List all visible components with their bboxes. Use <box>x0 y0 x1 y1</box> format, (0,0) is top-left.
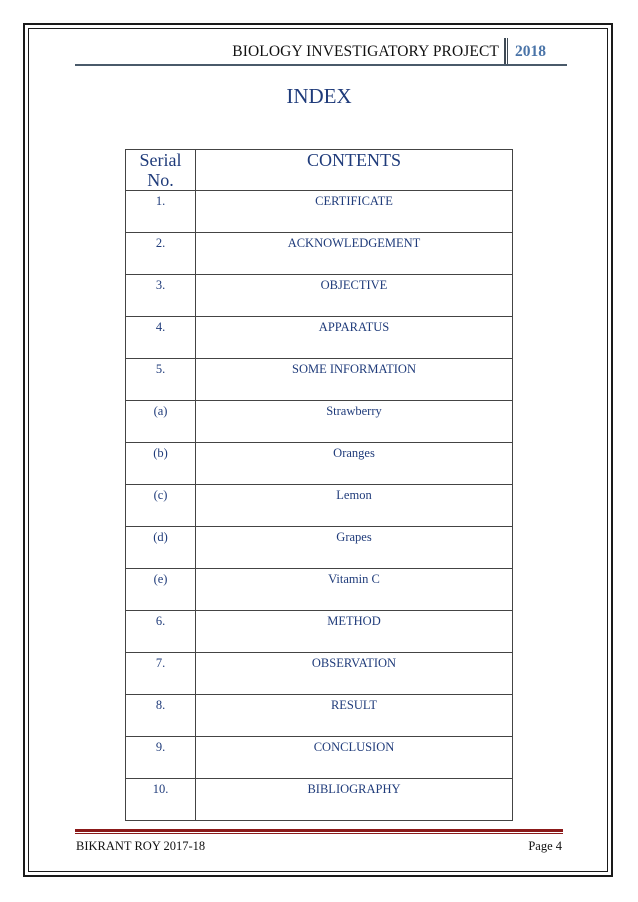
index-table <box>125 149 513 821</box>
table-row <box>126 359 513 401</box>
table-row <box>126 317 513 359</box>
table-row <box>126 611 513 653</box>
serial-cell: 8. <box>126 695 196 737</box>
contents-cell: Vitamin C <box>196 569 513 611</box>
footer-rule-thin <box>75 833 563 834</box>
contents-cell: APPARATUS <box>196 317 513 359</box>
contents-cell: CONCLUSION <box>196 737 513 779</box>
contents-cell: Grapes <box>196 527 513 569</box>
header-separator <box>504 38 506 64</box>
serial-cell: 9. <box>126 737 196 779</box>
header-separator-thin <box>507 38 508 64</box>
index-table-body <box>126 191 513 821</box>
serial-cell: (d) <box>126 527 196 569</box>
footer-author: BIKRANT ROY 2017-18 <box>76 839 206 853</box>
table-row <box>126 527 513 569</box>
footer-rule-thick <box>75 829 563 832</box>
header-rule <box>75 64 567 66</box>
table-row <box>126 485 513 527</box>
header-year: 2018 <box>515 43 546 60</box>
index-title: INDEX <box>286 84 352 108</box>
contents-cell: Oranges <box>196 443 513 485</box>
contents-cell: RESULT <box>196 695 513 737</box>
table-row <box>126 695 513 737</box>
serial-header: Serial No. <box>126 150 196 191</box>
serial-cell: 5. <box>126 359 196 401</box>
table-row <box>126 653 513 695</box>
page-header <box>75 38 567 64</box>
table-row <box>126 401 513 443</box>
serial-cell: 7. <box>126 653 196 695</box>
serial-cell: 6. <box>126 611 196 653</box>
contents-cell: BIBLIOGRAPHY <box>196 779 513 821</box>
serial-cell: 2. <box>126 233 196 275</box>
serial-cell: (a) <box>126 401 196 443</box>
serial-cell: 1. <box>126 191 196 233</box>
contents-cell: Lemon <box>196 485 513 527</box>
serial-cell: (c) <box>126 485 196 527</box>
contents-cell: METHOD <box>196 611 513 653</box>
contents-cell: SOME INFORMATION <box>196 359 513 401</box>
serial-cell: (e) <box>126 569 196 611</box>
contents-cell: Strawberry <box>196 401 513 443</box>
serial-cell: (b) <box>126 443 196 485</box>
serial-cell: 3. <box>126 275 196 317</box>
footer-page-number: Page 4 <box>528 839 562 853</box>
table-row <box>126 443 513 485</box>
header-title: BIOLOGY INVESTIGATORY PROJECT <box>232 43 499 60</box>
table-row <box>126 737 513 779</box>
contents-cell: CERTIFICATE <box>196 191 513 233</box>
serial-cell: 4. <box>126 317 196 359</box>
contents-header: CONTENTS <box>196 150 513 191</box>
table-row <box>126 233 513 275</box>
table-row <box>126 569 513 611</box>
table-row <box>126 275 513 317</box>
table-header-row <box>126 150 513 191</box>
contents-cell: OBJECTIVE <box>196 275 513 317</box>
contents-cell: ACKNOWLEDGEMENT <box>196 233 513 275</box>
serial-cell: 10. <box>126 779 196 821</box>
contents-cell: OBSERVATION <box>196 653 513 695</box>
table-row <box>126 779 513 821</box>
table-row <box>126 191 513 233</box>
